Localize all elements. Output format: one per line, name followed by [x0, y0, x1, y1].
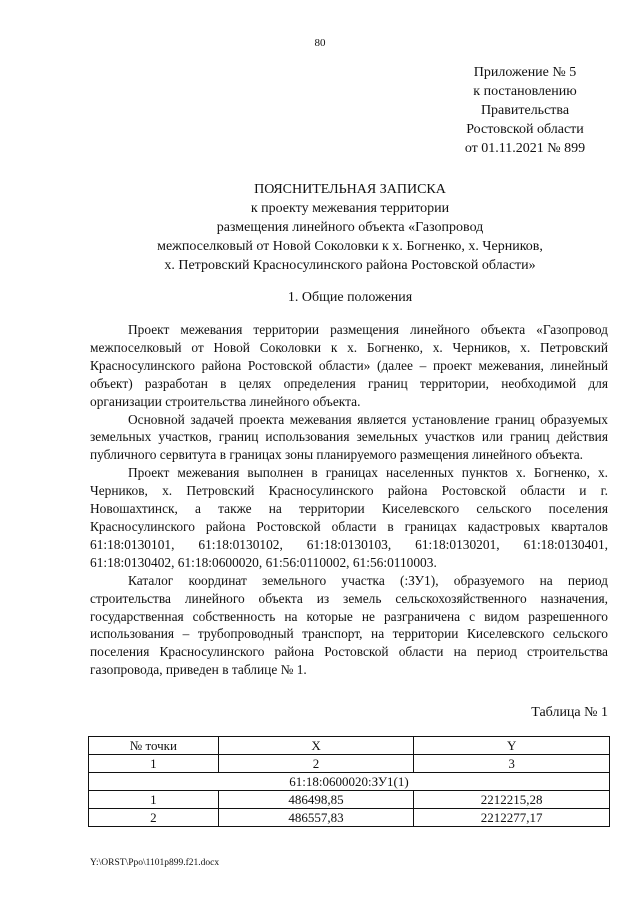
- title-line: х. Петровский Красносулинского района Ростовской области»: [164, 258, 536, 273]
- document-title: [70, 180, 630, 275]
- coordinates-table: [88, 736, 610, 827]
- title-line: межпоселковый от Новой Соколовки к х. Богненко, х. Черников,: [157, 239, 543, 254]
- appendix-line: к постановлению: [473, 84, 577, 99]
- paragraph: Проект межевания территории размещения линейного объекта «Газопровод межпоселковый от Новой Соколовки к х. Богненко, х. Черников, х. Петровский Красносулинского района Ростовской области» (далее – проект межевания, линейный объект) разработан в целях определения границ территории, необходимой для организации строительства линейного объекта.: [90, 322, 608, 409]
- appendix-line: Ростовской области: [466, 122, 584, 137]
- appendix-line: от 01.11.2021 № 899: [464, 141, 586, 156]
- table-cell: 2212277,17: [414, 809, 610, 827]
- table-group-row: [89, 773, 610, 791]
- table-cell: 486498,85: [218, 791, 414, 809]
- footer-file-path: Y:\ORST\Ppo\1101p899.f21.docx: [90, 858, 220, 868]
- title-heading: ПОЯСНИТЕЛЬНАЯ ЗАПИСКА: [254, 182, 446, 197]
- paragraph: Проект межевания выполнен в границах населенных пунктов х. Богненко, х. Черников, х. Петровский Красносулинского района Ростовской области и г. Новошахтинск, а также на территории Киселевского сельского поселения Красносулинского района Ростовской области в границах кадастровых кварталов 61:18:0130101, 61:18:0130102, 61:18:0130103, 61:18:0130201, 61:18:0130401, 61:18:0130402, 61:18:0600020, 61:56:0110002, 61:56:0110003.: [90, 465, 608, 570]
- table-cell: 2: [218, 755, 414, 773]
- section-heading: 1. Общие положения: [287, 290, 413, 305]
- appendix-block: [440, 63, 610, 158]
- paragraph: Каталог координат земельного участка (:ЗУ1), образуемого на период строительства линейного объекта из земель сельскохозяйственного назначения, государственная собственность на которые не разграничена с видом разрешенного использования – трубопроводный транспорт, на территории Киселевского сельского поселения Красносулинского района Ростовской области на период строительства газопровода, приведен в таблице № 1.: [90, 572, 608, 678]
- body-text: [90, 321, 608, 679]
- table-cell: 2: [89, 809, 219, 827]
- table-cell: 3: [414, 755, 610, 773]
- table-cell: 1: [89, 791, 219, 809]
- table-header-cell: Y: [414, 737, 610, 755]
- paragraph: Основной задачей проекта межевания является установление границ образуемых земельных участков, границ использования земельных участков или границ действия публичного сервитута в границах зоны планируемого размещения линейного объекта.: [90, 411, 608, 463]
- table-header-cell: X: [218, 737, 414, 755]
- table-header-cell: № точки: [89, 737, 219, 755]
- table-header-row: [89, 737, 610, 755]
- table-row: [89, 809, 610, 827]
- appendix-line: Правительства: [480, 103, 570, 118]
- table-cell: 2212215,28: [414, 791, 610, 809]
- table-group-label: 61:18:0600020:ЗУ1(1): [89, 773, 610, 791]
- appendix-line: Приложение № 5: [473, 65, 577, 80]
- table-row: [89, 791, 610, 809]
- table-cell: 486557,83: [218, 809, 414, 827]
- table-numbering-row: [89, 755, 610, 773]
- title-line: размещения линейного объекта «Газопровод: [216, 220, 484, 235]
- page-number: 80: [314, 37, 326, 49]
- title-line: к проекту межевания территории: [250, 201, 450, 216]
- table-cell: 1: [89, 755, 219, 773]
- table-caption: Таблица № 1: [531, 705, 608, 720]
